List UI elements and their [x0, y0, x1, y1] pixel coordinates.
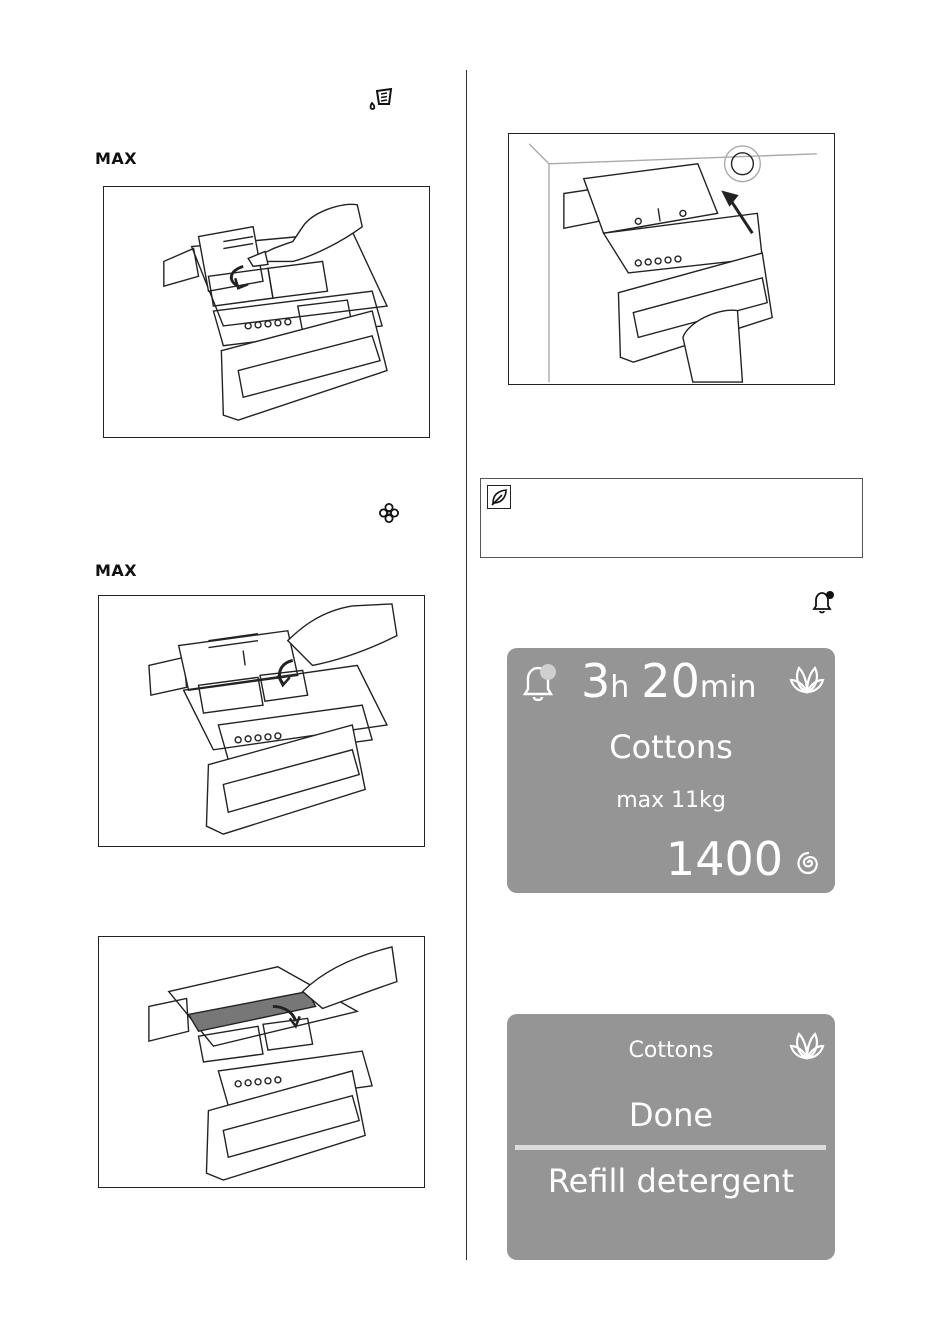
illustration-pour-detergent: [103, 186, 430, 438]
illustration-close-lid: [98, 936, 425, 1188]
flower-softener-icon: [378, 502, 400, 524]
bell-icon: [810, 589, 836, 615]
bell-icon: [521, 662, 561, 702]
remaining-time: [581, 654, 756, 714]
eco-leaf-icon: [789, 1028, 825, 1062]
max-label: MAX: [95, 561, 138, 580]
column-divider: [466, 70, 467, 1260]
eco-leaf-icon: [789, 662, 825, 696]
time-hours: 3: [581, 654, 611, 708]
time-hours-unit: h: [610, 670, 630, 705]
cycle-status: Done: [628, 1096, 714, 1134]
spin-speed: 1400: [665, 832, 783, 886]
spin-icon: [793, 848, 823, 878]
load-capacity: max 11kg: [616, 788, 726, 813]
program-display: [507, 648, 835, 893]
status-separator: [515, 1145, 826, 1150]
program-name: Cottons: [609, 728, 733, 766]
illustration-close-drawer: [508, 133, 835, 385]
max-label: MAX: [95, 149, 138, 168]
leaf-icon: [488, 486, 510, 508]
time-minutes-unit: min: [699, 670, 757, 705]
refill-message: Refill detergent: [547, 1162, 795, 1200]
done-display: [507, 1014, 835, 1260]
leaf-icon-box: [487, 485, 511, 509]
time-minutes: 20: [641, 654, 700, 708]
liquid-detergent-icon: [366, 86, 394, 112]
illustration-pour-softener: [98, 595, 425, 847]
program-name: Cottons: [628, 1038, 714, 1063]
info-note-box: [480, 478, 863, 558]
